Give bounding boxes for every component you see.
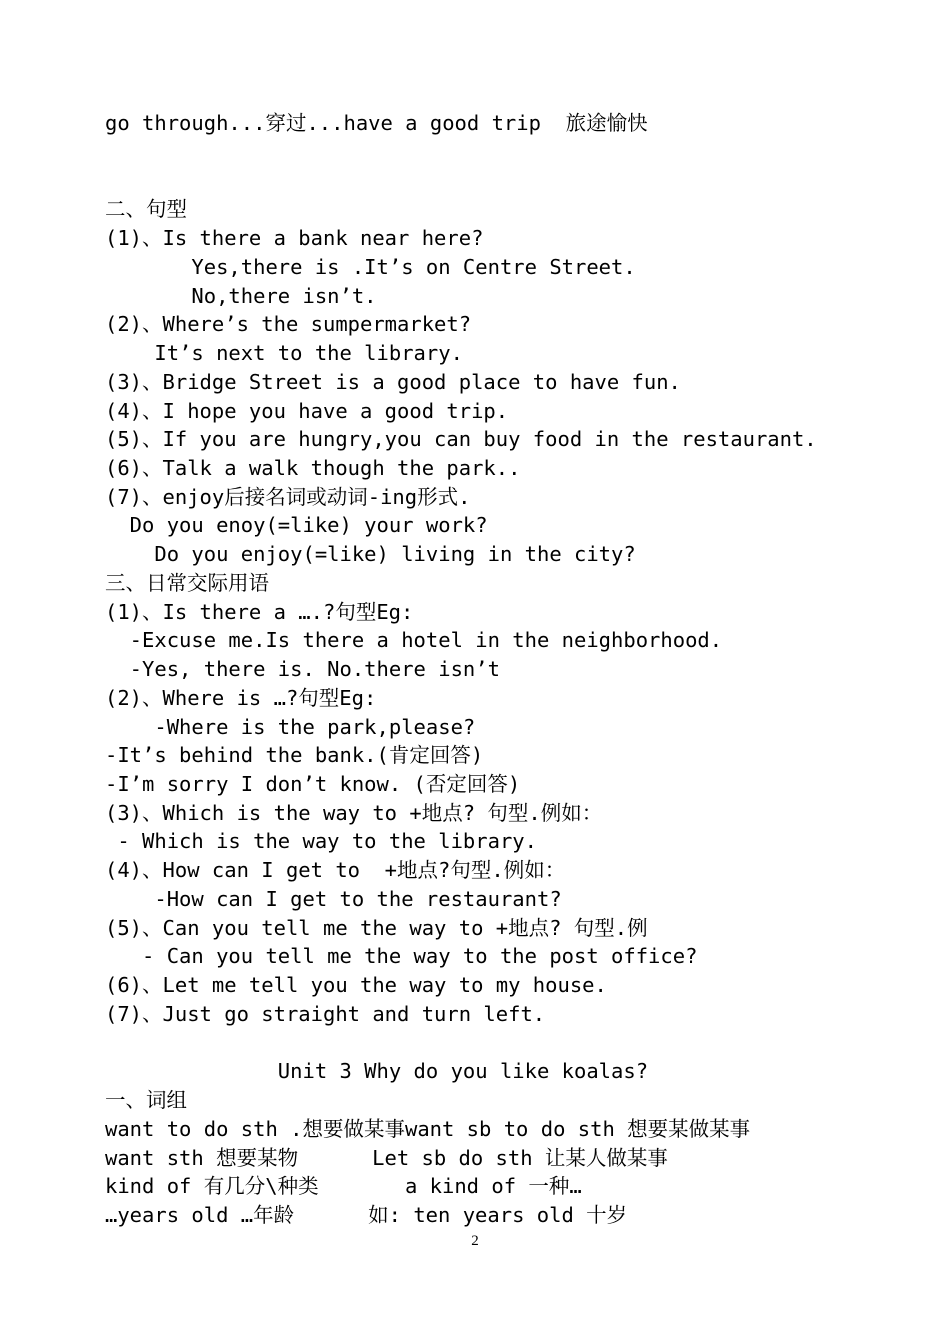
text-line: (2)、Where’s the sumpermarket? bbox=[105, 312, 472, 336]
text-line: (2)、Where is …?句型Eg: bbox=[105, 686, 377, 710]
text-line: (6)、Talk a walk though the park.. bbox=[105, 456, 521, 480]
text-line: Do you enoy(=like) your work? bbox=[105, 513, 488, 537]
text-line: No,there isn’t. bbox=[105, 284, 377, 308]
section-heading: 三、日常交际用语 bbox=[105, 571, 269, 595]
section-heading: 二、句型 bbox=[105, 197, 187, 221]
text-line: It’s next to the library. bbox=[105, 341, 463, 365]
text-line: (5)、Can you tell me the way to +地点? 句型.例 bbox=[105, 916, 648, 940]
text-line: - Can you tell me the way to the post office? bbox=[105, 944, 698, 968]
text-line: want to do sth .想要做某事want sb to do sth 想要某做某事 bbox=[105, 1117, 751, 1141]
text-line: (7)、enjoy后接名词或动词-ing形式. bbox=[105, 485, 471, 509]
text-line: -It’s behind the bank.(肯定回答) bbox=[105, 743, 484, 767]
text-line: (7)、Just go straight and turn left. bbox=[105, 1002, 546, 1026]
text-line: Do you enjoy(=like) living in the city? bbox=[105, 542, 636, 566]
page-number: 2 bbox=[471, 1233, 479, 1249]
text-line: (3)、Which is the way to +地点? 句型.例如： bbox=[105, 801, 603, 825]
text-line: -Where is the park,please? bbox=[105, 715, 476, 739]
section-heading: 一、词组 bbox=[105, 1088, 187, 1112]
text-line: -Excuse me.Is there a hotel in the neighborhood. bbox=[105, 628, 723, 652]
text-line: (1)、Is there a ….?句型Eg: bbox=[105, 600, 414, 624]
text-line: (5)、If you are hungry,you can buy food in the restaurant. bbox=[105, 427, 817, 451]
text-line: (4)、How can I get to +地点?句型.例如： bbox=[105, 858, 566, 882]
text-line: …years old …年龄 如: ten years old 十岁 bbox=[105, 1203, 628, 1227]
text-line: Yes,there is .It’s on Centre Street. bbox=[105, 255, 636, 279]
text-line: -Yes, there is. No.there isn’t bbox=[105, 657, 500, 681]
text-line: (6)、Let me tell you the way to my house. bbox=[105, 973, 607, 997]
text-line: (3)、Bridge Street is a good place to have fun. bbox=[105, 370, 681, 394]
text-line: -How can I get to the restaurant? bbox=[105, 887, 562, 911]
text-line: (4)、I hope you have a good trip. bbox=[105, 399, 509, 423]
text-line: go through...穿过...have a good trip 旅途愉快 bbox=[105, 111, 648, 135]
text-line: - Which is the way to the library. bbox=[105, 829, 537, 853]
unit-title: Unit 3 Why do you like koalas? bbox=[105, 1059, 649, 1083]
text-line: want sth 想要某物 Let sb do sth 让某人做某事 bbox=[105, 1146, 668, 1170]
text-line: kind of 有几分\种类 a kind of 一种… bbox=[105, 1174, 582, 1198]
text-line: (1)、Is there a bank near here? bbox=[105, 226, 484, 250]
text-line: -I’m sorry I don’t know. (否定回答) bbox=[105, 772, 521, 796]
